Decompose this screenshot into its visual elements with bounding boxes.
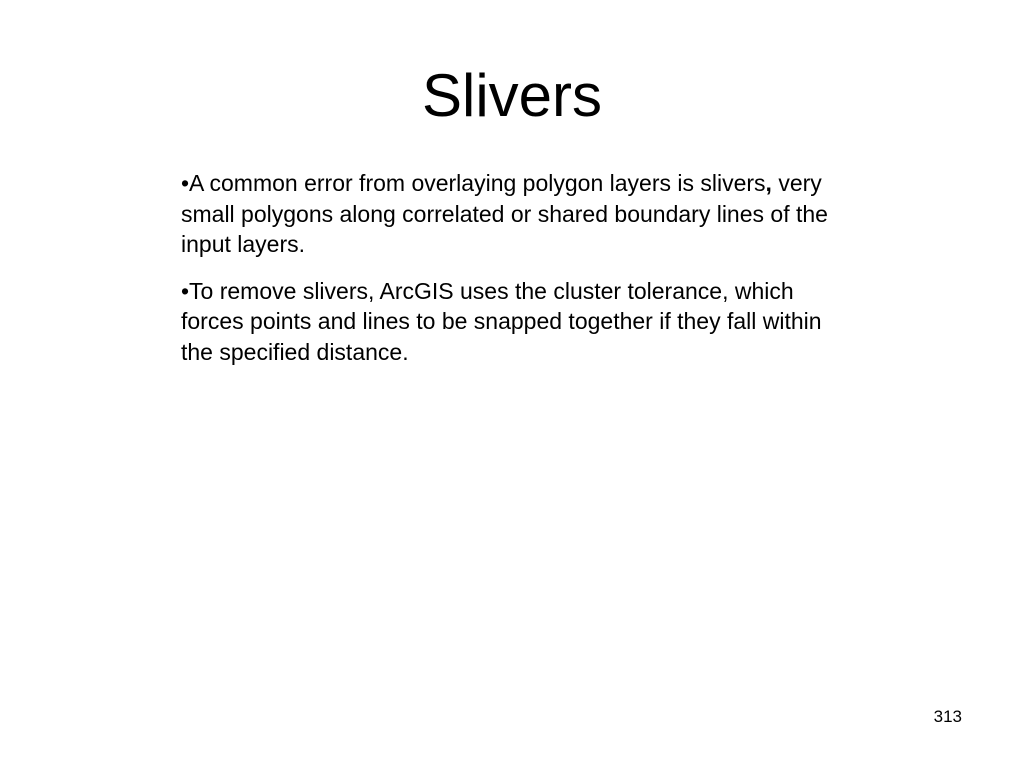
bullet-text: •To remove slivers, ArcGIS uses the cluster tolerance, which forces points and lines to be snapped together if they fall within the specified distance. [181,277,822,365]
bullet-cluster-tolerance [181,276,851,368]
bullet-text: •A common error from overlaying polygon layers is slivers [181,170,766,196]
page-number: 313 [933,707,962,726]
bullet-emphasis: , [765,170,772,196]
bullet-continuation: very small polygons along correlated or shared boundary lines of the input layers. [181,170,828,257]
bullet-slivers-definition [181,168,851,260]
slide-body [181,168,851,383]
slide-title: Slivers [421,62,603,129]
